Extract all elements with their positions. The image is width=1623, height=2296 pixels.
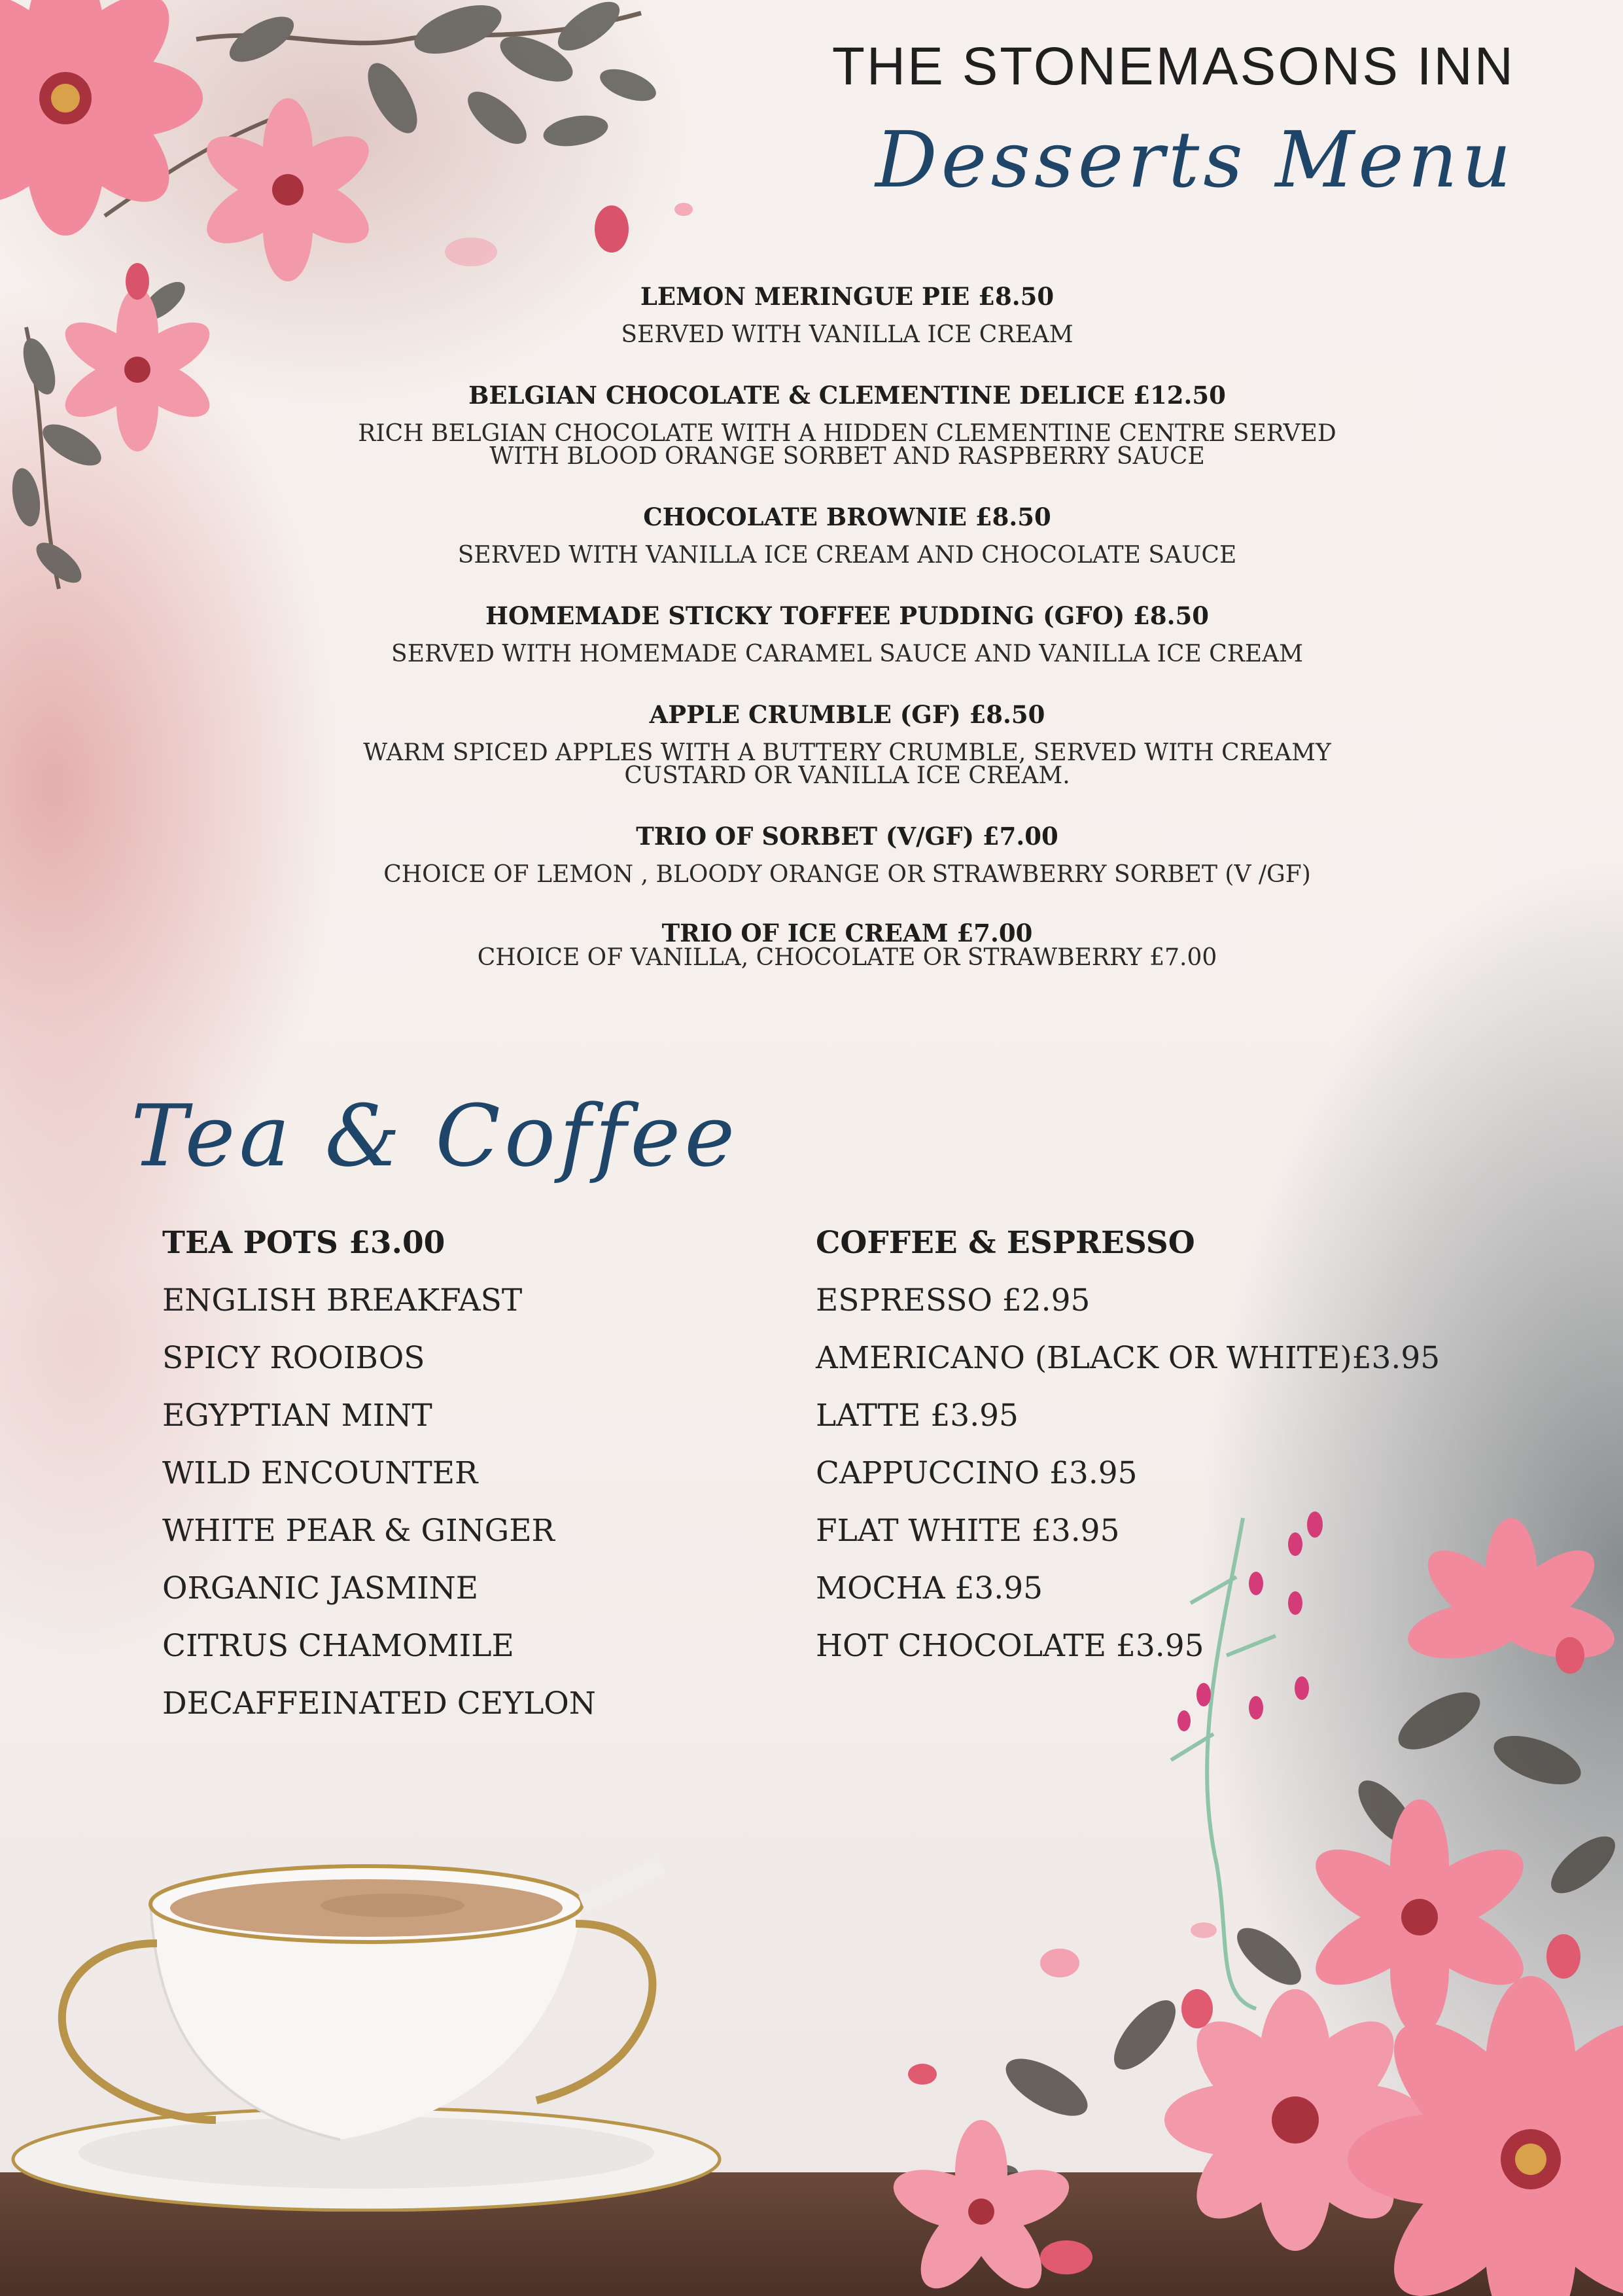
dessert-description: CHOICE OF LEMON , BLOODY ORANGE OR STRAWBERRY SORBET (V /GF) [383,861,1311,888]
dessert-item [321,601,1374,665]
dessert-name: CHOCOLATE BROWNIE £8.50 [643,503,1051,531]
list-item: EGYPTIAN MINT [162,1398,432,1434]
dessert-description-line: CUSTARD OR VANILLA ICE CREAM. [624,762,1070,789]
dessert-name: LEMON MERINGUE PIE £8.50 [640,282,1055,311]
dessert-item [321,821,1374,886]
dessert-description: CHOICE OF VANILLA, CHOCOLATE OR STRAWBERRY £7.00 [477,944,1217,971]
list-item: ORGANIC JASMINE [162,1570,479,1606]
list-item: SPICY ROOIBOS [162,1340,425,1376]
list-item: ESPRESSO £2.95 [816,1282,1091,1318]
dessert-name: APPLE CRUMBLE (GF) £8.50 [649,700,1045,729]
inn-name: THE STONEMASONS INN [831,37,1515,96]
dessert-description: SERVED WITH VANILLA ICE CREAM [621,321,1073,348]
list-item: DECAFFEINATED CEYLON [162,1686,596,1722]
dessert-name: TRIO OF ICE CREAM £7.00 [661,919,1033,947]
list-item: CITRUS CHAMOMILE [162,1628,514,1664]
desserts-list [321,281,1374,1003]
dessert-item [321,281,1374,346]
teacup-illustration [0,1845,752,2212]
dessert-description: SERVED WITH VANILLA ICE CREAM AND CHOCOLATE SAUCE [457,542,1237,569]
list-item: WILD ENCOUNTER [162,1455,478,1491]
floral-decoration-bottom-right [850,1498,1623,2296]
list-item: ENGLISH BREAKFAST [162,1282,523,1318]
menu-title: Desserts Menu [875,115,1515,205]
coffee-title: COFFEE & ESPRESSO [816,1225,1195,1261]
flower-illustration [0,0,203,236]
list-item: FLAT WHITE £3.95 [816,1513,1120,1549]
dessert-description-line: WITH BLOOD ORANGE SORBET AND RASPBERRY SAUCE [489,443,1205,470]
list-item: WHITE PEAR & GINGER [162,1513,555,1549]
dessert-name: HOMEMADE STICKY TOFFEE PUDDING (GFO) £8.50 [485,601,1209,630]
tea-list [162,1282,751,1722]
dessert-description: SERVED WITH HOMEMADE CARAMEL SAUCE AND VANILLA ICE CREAM [391,641,1303,667]
list-item: LATTE £3.95 [816,1398,1019,1434]
tea-pots-title: TEA POTS £3.00 [162,1225,445,1261]
list-item: CAPPUCCINO £3.95 [816,1455,1138,1491]
dessert-item [321,502,1374,567]
dessert-description-line: WARM SPICED APPLES WITH A BUTTERY CRUMBLE, SERVED WITH CREAMY [363,739,1331,766]
list-item: AMERICANO (BLACK OR WHITE)£3.95 [816,1340,1440,1376]
dessert-item [321,380,1374,468]
dessert-item [321,920,1374,969]
list-item: HOT CHOCOLATE £3.95 [816,1628,1204,1664]
tea-pots-column [162,1225,751,1743]
list-item: MOCHA £3.95 [816,1570,1043,1606]
dessert-item [321,699,1374,787]
tea-coffee-heading: Tea & Coffee [131,1086,739,1186]
dessert-name: BELGIAN CHOCOLATE & CLEMENTINE DELICE £12.50 [468,381,1226,410]
dessert-description-line: RICH BELGIAN CHOCOLATE WITH A HIDDEN CLEMENTINE CENTRE SERVED [358,420,1336,447]
dessert-name: TRIO OF SORBET (V/GF) £7.00 [636,822,1058,851]
